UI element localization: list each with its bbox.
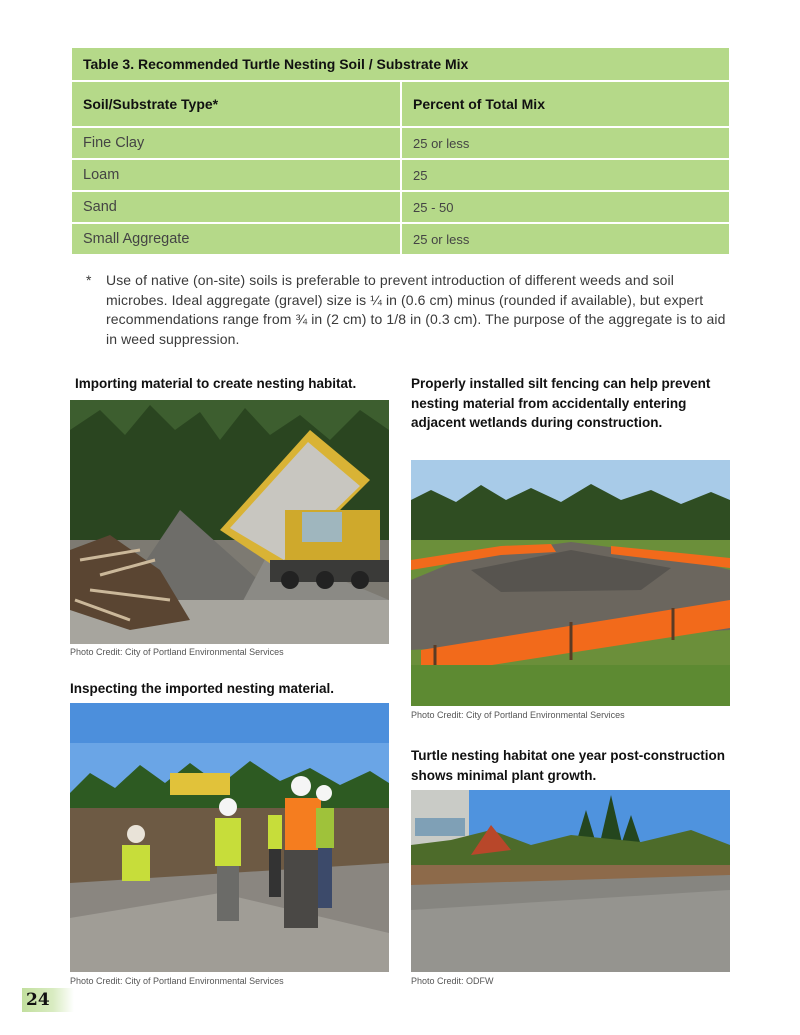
cell-type: Sand [71, 191, 401, 223]
photo-credit: Photo Credit: City of Portland Environmental Services [70, 647, 284, 657]
photo-caption-inspecting: Inspecting the imported nesting material. [70, 681, 335, 696]
table [70, 46, 731, 256]
table-row [71, 223, 730, 255]
cell-percent: 25 - 50 [401, 191, 730, 223]
cell-percent: 25 or less [401, 223, 730, 255]
cell-type: Fine Clay [71, 127, 401, 159]
photo-caption-silt-fencing: Properly installed silt fencing can help prevent nesting material from accidentally entering adjacent wetlands during construction. [411, 376, 711, 430]
page-number: 24 [22, 988, 74, 1012]
photo-dump-truck [70, 400, 389, 644]
table-row [71, 159, 730, 191]
table-row [71, 127, 730, 159]
photo-post-construction [411, 790, 730, 972]
column-header-percent: Percent of Total Mix [401, 81, 730, 127]
footnote-text: Use of native (on-site) soils is preferable to prevent introduction of different weeds and soil microbes. Ideal aggregate (gravel) size is ¼ in (0.6 cm) minus (rounded if available), but expert recommendations range from ¾ in (2 cm) to 1/8 in (0.3 cm). The purpose of the aggregate is to aid in weed suppression. [106, 272, 726, 347]
cell-type: Loam [71, 159, 401, 191]
cell-type: Small Aggregate [71, 223, 401, 255]
photo-silt-fencing [411, 460, 730, 706]
photo-credit: Photo Credit: City of Portland Environmental Services [70, 976, 284, 986]
column-header-type: Soil/Substrate Type* [71, 81, 401, 127]
photo-credit: Photo Credit: ODFW [411, 976, 494, 986]
substrate-mix-table [70, 46, 731, 256]
cell-percent: 25 [401, 159, 730, 191]
photo-caption-importing: Importing material to create nesting habitat. [75, 376, 357, 391]
table-title-row [71, 47, 730, 81]
photo-inspecting-material [70, 703, 389, 972]
table-row [71, 191, 730, 223]
table-header-row [71, 81, 730, 127]
photo-credit: Photo Credit: City of Portland Environmental Services [411, 710, 625, 720]
table-footnote [86, 271, 736, 349]
cell-percent: 25 or less [401, 127, 730, 159]
footnote-marker: * [86, 272, 92, 288]
photo-caption-post-construction: Turtle nesting habitat one year post-construction shows minimal plant growth. [411, 748, 726, 783]
table-title: Table 3. Recommended Turtle Nesting Soil / Substrate Mix [71, 47, 730, 81]
